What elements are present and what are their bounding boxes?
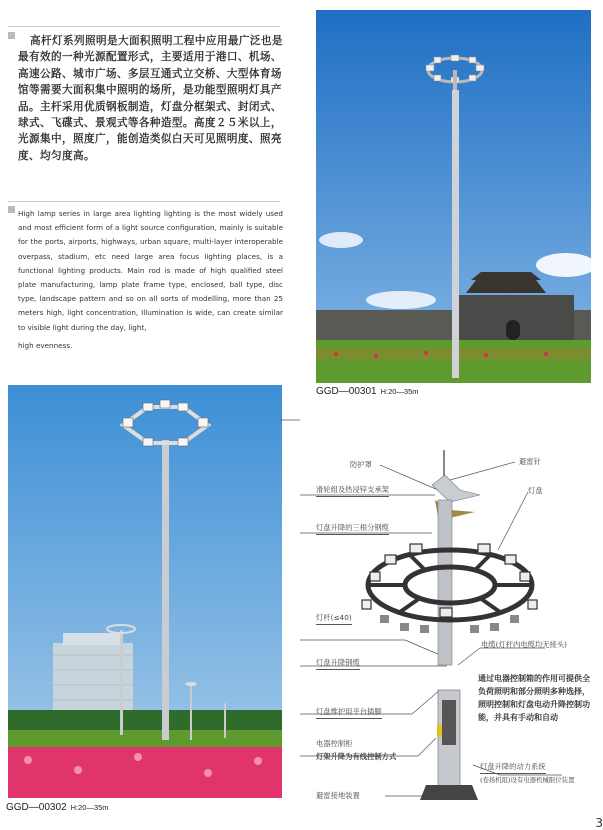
intro-chinese: 高杆灯系列照明是大面积照明工程中应用最广泛也是最有效的一种光源配置形式，主要适用于港口、机场、高速公路、城市广场、多层互通式立交桥、大型体育场馆等需要大面积集中照明的场所，是功能型照明灯具产品。主杆采用优质钢板制造，灯盘分框架式、封闭式、球式、飞碟式、景观式等各种造型。高度２５米以上，光源集中，照度广，能创造类似白天可见照明度、照亮度、均匀度高。 <box>18 35 283 162</box>
intro-english-last: high evenness. <box>18 340 73 350</box>
label-cabinet: 电器控制柜 <box>316 739 353 748</box>
mid-rule <box>8 201 280 202</box>
label-guard: 防护罩 <box>350 460 372 469</box>
top-rule <box>8 26 280 27</box>
product-code: GGD—00301 <box>316 386 377 397</box>
intro-english <box>18 207 283 353</box>
bullet-square <box>8 206 15 213</box>
label-cable: 电缆(灯杆内电缆均无接头) <box>481 640 567 649</box>
bullet-square <box>8 32 15 39</box>
label-platform: 灯盘维护用平台插脚 <box>316 707 382 719</box>
label-lightning-rod: 避雷针 <box>519 457 541 466</box>
label-lift-cable: 灯盘升降钢缆 <box>316 658 360 670</box>
label-three-cables: 灯盘升降的三根分钢缆 <box>316 523 389 535</box>
product-code: GGD—00302 <box>6 802 67 813</box>
label-wired-control: 灯架升降为有线控制方式 <box>316 752 397 761</box>
label-winch: (卷扬机组)设有电器机械限位装置 <box>480 776 575 784</box>
label-pole: 灯杆(≤40) <box>316 613 352 625</box>
control-description: 通过电器控制箱的作用可提供全负荷照明和部分照明多种选择，照明控制和灯盘电动升降控制功能，并具有手动和自动 <box>478 674 590 722</box>
label-pulley: 滑轮组及热浸锌支承架 <box>316 485 389 497</box>
label-ground: 避雷接地装置 <box>316 791 360 800</box>
caption-00301 <box>316 386 419 397</box>
caption-00302 <box>6 802 109 813</box>
product-photo-00301 <box>316 10 591 383</box>
intro-english-body: High lamp series in large area lighting lighting is the most widely used and most efficient form of a light source configuration, mainly is suitable for the ports, airports, highways, urban square, multi-layer interoperable overpass, stadium, etc need large area focus lighting places, is a functional lighting products. Main rod is made of high qualified steel plate manufacturing, lamp plate frame type, enclosed, ball type, disc type, landscape pattern and so on all sorts of modelling, more than 25 meters high, light concentration, Illumination is wide, can create similar to visible light during the day, light, <box>18 209 283 332</box>
label-lamp-plate: 灯盘 <box>528 486 543 495</box>
label-power-system: 灯盘升降的动力系统 <box>480 762 546 774</box>
product-photo-00302 <box>8 385 282 798</box>
product-height: H:20—35m <box>380 387 419 396</box>
page-number: 3 <box>595 816 603 830</box>
product-height: H:20—35m <box>70 803 109 812</box>
